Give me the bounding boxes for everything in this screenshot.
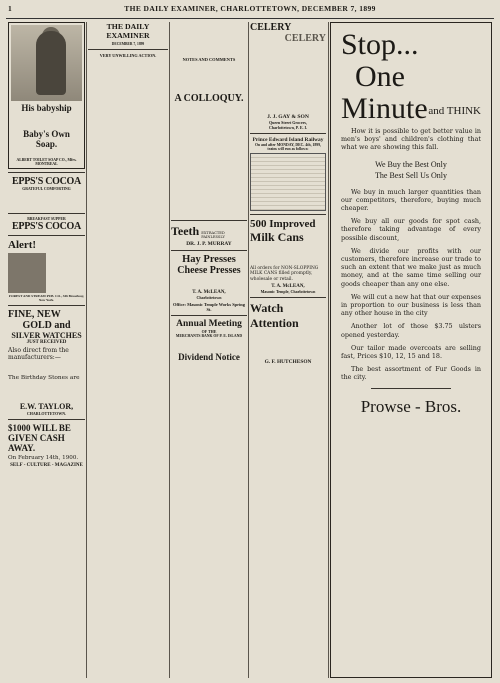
gay-son-name: J. J. GAY & SON xyxy=(267,114,309,120)
soap-maker: ALBERT TOILET SOAP CO., Mfrs. MONTREAL xyxy=(16,158,77,166)
notes-comments-body xyxy=(171,22,247,55)
also-direct: Also direct from the manufacturers:— xyxy=(8,347,69,361)
milk-place: Masonic Temple, Charlottetown xyxy=(260,289,316,295)
intro-text xyxy=(341,127,481,152)
hay-presses-heading: Hay Presses xyxy=(182,254,236,265)
column-2 xyxy=(88,22,168,678)
buy-best-heading: We Buy the Best Only xyxy=(375,159,447,169)
self-culture-body xyxy=(8,468,85,480)
mclean-name: T. A. McLEAN, xyxy=(192,290,226,295)
railway-heading: Prince Edward Island Railway xyxy=(252,137,324,143)
taylor-place: CHARLOTTETOWN. xyxy=(26,411,67,416)
soap-heading: Soap. xyxy=(35,139,58,149)
milk-mclean-name: T. A. McLEAN, xyxy=(271,284,305,290)
hutcheson-name: G. F. HUTCHESON xyxy=(264,359,312,366)
paragraph-profits: We divide our profits with our customers, therefore increase our trade to such an extent that we make just as much money, and at the same time selling our goods cheaper than any one else. xyxy=(341,246,481,288)
daily-examiner-heading: THE DAILY EXAMINER xyxy=(106,22,150,40)
paragraph-overcoats: Our tailor made overcoats are selling fast, Prices $10, 12, 15 and 18. xyxy=(341,343,481,361)
taylor-heading: E.W. TAYLOR, xyxy=(19,402,74,411)
divider xyxy=(8,172,85,173)
watches-list xyxy=(8,361,85,373)
masthead xyxy=(0,4,500,18)
column-divider xyxy=(248,22,249,678)
of-the-label: OF THE xyxy=(201,329,217,334)
birthday-list xyxy=(8,381,85,400)
office-address: Office: Masonic Temple Works Spring St. xyxy=(173,302,245,312)
paragraph-furs: The best assortment of Fur Goods in the city. xyxy=(341,365,481,382)
epps-cocoa-sub: GRATEFUL COMFORTING xyxy=(22,187,71,191)
watch-heading: Watch xyxy=(250,301,284,316)
stop-heading: Stop... xyxy=(341,28,419,61)
forest-stream-body xyxy=(50,239,85,293)
babys-own-heading: Baby's Own xyxy=(23,129,70,139)
ad-body xyxy=(341,188,481,382)
murray-name: DR. J. P. MURRAY xyxy=(186,241,232,247)
page-number: 1 xyxy=(8,4,13,13)
paragraph-expenses: We will cut a new hat that our expenses in proportion to our business is less than any other house in the city xyxy=(341,292,481,318)
column-3 xyxy=(171,22,247,678)
improved-heading: 500 Improved xyxy=(250,218,316,230)
animal-illustration xyxy=(8,253,46,293)
soap-ad-illustration xyxy=(11,25,82,101)
milk-cans-heading: Milk Cans xyxy=(250,230,304,244)
soap-ad-body-2 xyxy=(11,151,82,156)
divider xyxy=(8,213,85,214)
railway-sub-2: trains will run as follows: xyxy=(267,147,309,151)
divider xyxy=(88,49,168,50)
celery-heading-2: CELERY xyxy=(284,33,326,44)
epps-cocoa-heading-2: EPPS'S COCOA xyxy=(12,221,81,232)
divider xyxy=(8,419,85,420)
divider xyxy=(250,133,326,134)
epps-cocoa-sub-2: BREAKFAST SUPPER xyxy=(27,217,66,221)
annual-meeting-heading: Annual Meeting xyxy=(176,319,242,329)
gold-and-heading: GOLD and xyxy=(22,320,71,331)
intro-paragraph: How it is possible to get better value in men's boys' and children's clothing that what we are showing this fall. xyxy=(341,127,481,152)
dividend-heading: Dividend Notice xyxy=(178,352,240,362)
forest-stream-ad xyxy=(8,239,85,293)
divider xyxy=(371,388,451,389)
celery-heading: CELERY xyxy=(250,22,292,33)
railway-timetable xyxy=(250,153,326,211)
paragraph-quantities: We buy in much larger quantities than our competitors, therefore, buying much cheaper. xyxy=(341,187,481,213)
issue-date: DECEMBER 7, 1899 xyxy=(111,42,145,46)
divider xyxy=(250,297,326,298)
article-body xyxy=(88,58,168,308)
teeth-heading: Teeth xyxy=(171,224,200,238)
divider xyxy=(171,220,247,221)
minute-heading: Minute xyxy=(341,92,428,125)
masthead-rule xyxy=(6,18,494,19)
presses-body xyxy=(171,276,247,288)
dividend-body xyxy=(171,362,247,374)
just-received: JUST RECEIVED xyxy=(26,340,67,345)
column-divider xyxy=(86,22,87,678)
babyship-heading: His babyship xyxy=(21,103,72,113)
self-culture-heading: SELF - CULTURE - MAGAZINE xyxy=(10,463,83,468)
railway-sub: On and after MONDAY, DEC. 4th, 1899, xyxy=(254,143,322,147)
divider xyxy=(8,305,85,306)
babys-own-soap-ad xyxy=(8,22,85,169)
colloquy-body xyxy=(171,107,247,217)
prowse-bros-ad xyxy=(330,22,492,678)
colloquy-heading: A COLLOQUY. xyxy=(174,93,244,104)
grocers-place: Charlottetown, P. E. I. xyxy=(268,125,308,130)
epps-cocoa-heading: EPPS'S COCOA xyxy=(12,176,81,187)
mclean-place: Charlottetown xyxy=(196,295,222,300)
notes-comments-heading: NOTES AND COMMENTS xyxy=(182,57,236,62)
divider xyxy=(8,235,85,236)
celery-body xyxy=(250,44,326,112)
column-4 xyxy=(250,22,326,678)
merchants-bank-heading: MERCHANTS BANK OF P. E. ISLAND xyxy=(175,334,243,338)
teeth-sub: EXTRACTED PAINLESSLY xyxy=(201,231,225,239)
soap-ad-body xyxy=(11,115,82,127)
watch-body xyxy=(250,331,326,357)
cheese-presses-heading: Cheese Presses xyxy=(177,265,241,276)
alert-heading: Alert! xyxy=(8,239,37,251)
silver-watches-heading: SILVER WATCHES xyxy=(11,331,82,340)
column-divider xyxy=(328,22,329,678)
epps-cocoa-body xyxy=(8,191,85,210)
notes-body xyxy=(171,64,247,90)
milk-cans-note: All orders for NON-SLOPPING MILK CANS filled promptly, wholesale or retail. xyxy=(250,266,319,282)
sell-best-heading: The Best Sell Us Only xyxy=(375,170,447,180)
masthead-title: THE DAILY EXAMINER, CHARLOTTETOWN, DECEMBER 7, 1899 xyxy=(124,4,376,13)
figure-body-graphic xyxy=(36,31,66,95)
february-date: On February 14th, 1900. xyxy=(8,455,79,461)
column-divider xyxy=(169,22,170,678)
cash-heading: $1000 WILL BE GIVEN CASH AWAY. xyxy=(8,423,71,453)
divider xyxy=(171,250,247,251)
grocers-label: Queen Street Grocers, xyxy=(269,120,307,125)
attention-heading: Attention xyxy=(250,316,299,331)
fine-new-heading: FINE, NEW xyxy=(8,309,61,320)
column-1 xyxy=(8,22,85,678)
annual-meeting-body xyxy=(171,338,247,350)
think-heading: and THINK xyxy=(428,105,481,117)
forest-stream-address: FOREST AND STREAM PUB. CO., 346 Broadway, New York. xyxy=(8,294,85,302)
birthday-stones: The Birthday Stones are xyxy=(8,375,80,381)
one-heading: One xyxy=(355,60,405,93)
divider xyxy=(171,315,247,316)
paragraph-ulsters: Another lot of those $3.75 ulsters opened yesterday. xyxy=(341,322,481,339)
article-heading: VERY UNWILLING ACTION. xyxy=(99,53,157,58)
prowse-bros-heading: Prowse - Bros. xyxy=(360,396,462,416)
paragraph-spot-cash: We buy all our goods for spot cash, therefore taking advantage of every possible discount, xyxy=(341,217,481,242)
milk-cans-body xyxy=(250,245,326,264)
divider xyxy=(250,214,326,215)
teeth-ad xyxy=(171,224,247,239)
